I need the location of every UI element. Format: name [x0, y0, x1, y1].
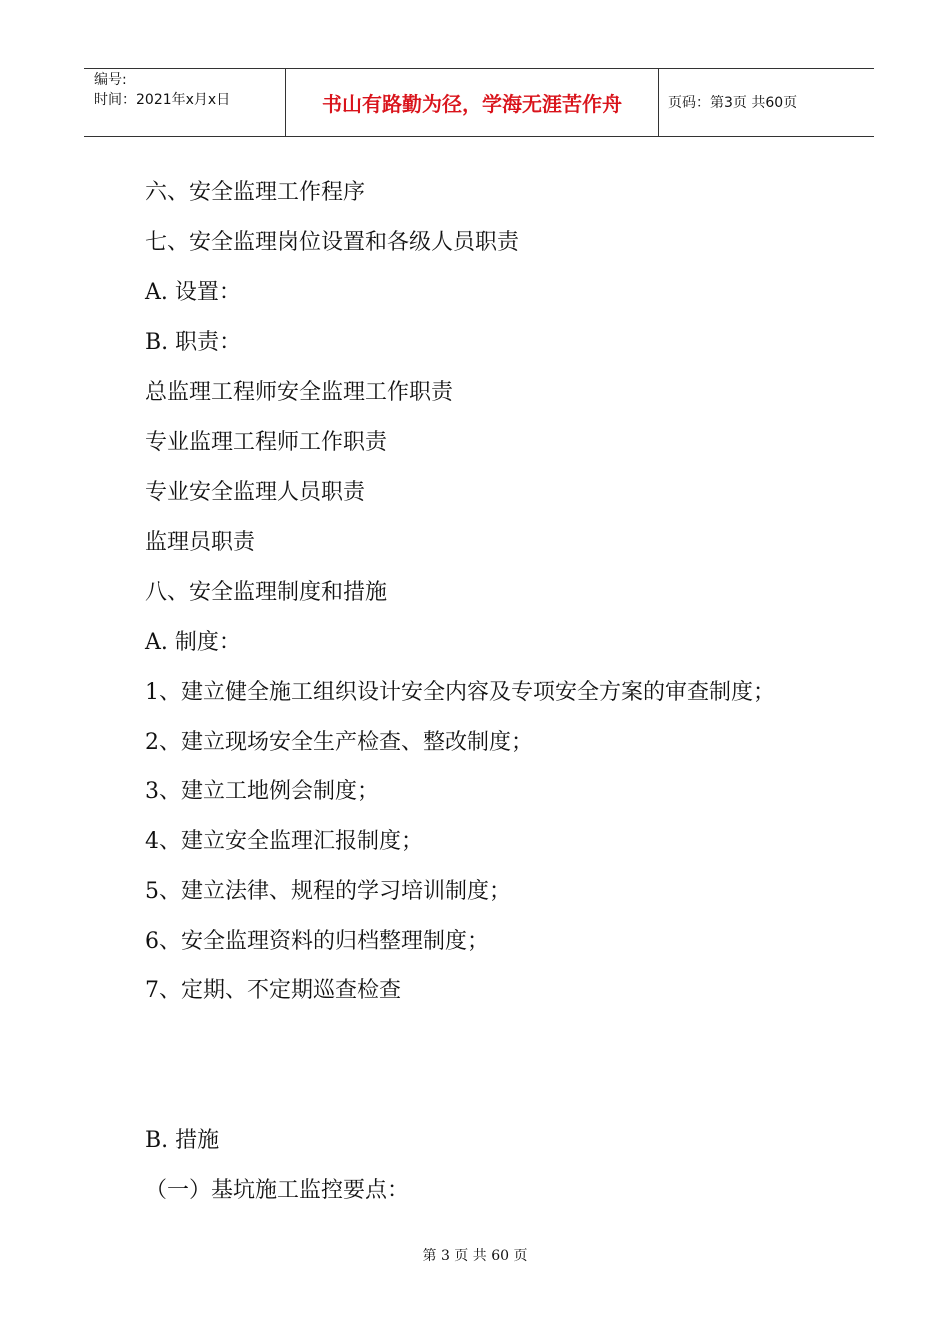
- header-divider-right: [658, 68, 659, 136]
- header-top-rule: [84, 68, 874, 69]
- duty-supervisor: 监理员职责: [145, 530, 256, 555]
- section-8-heading: 八、安全监理制度和措施: [145, 580, 388, 605]
- item-b-measures: B. 措施: [145, 1128, 220, 1153]
- item-b-duties: B. 职责：: [145, 330, 242, 355]
- system-item-4: 4、建立安全监理汇报制度；: [145, 829, 423, 854]
- system-item-5: 5、建立法律、规程的学习培训制度；: [145, 879, 511, 904]
- page-footer: 第 3 页 共 60 页: [422, 1248, 528, 1264]
- duty-professional-engineer: 专业监理工程师工作职责: [145, 430, 388, 455]
- system-item-2: 2、建立现场安全生产检查、整改制度；: [145, 730, 533, 755]
- duty-safety-staff: 专业安全监理人员职责: [145, 480, 366, 505]
- header-number-label: 编号:: [94, 72, 127, 88]
- header-page-label: 页码：第3页 共60页: [668, 95, 798, 111]
- item-a-setup: A. 设置：: [145, 280, 241, 305]
- header-time-label: 时间：2021年x月x日: [94, 92, 231, 108]
- measure-1-heading: （一）基坑施工监控要点：: [145, 1178, 410, 1203]
- section-6-heading: 六、安全监理工作程序: [145, 180, 366, 205]
- item-a-system: A. 制度：: [145, 630, 241, 655]
- duty-chief-engineer: 总监理工程师安全监理工作职责: [145, 380, 454, 405]
- header-bottom-rule: [84, 136, 874, 137]
- section-7-heading: 七、安全监理岗位设置和各级人员职责: [145, 230, 520, 255]
- system-item-1: 1、建立健全施工组织设计安全内容及专项安全方案的审查制度；: [145, 680, 775, 705]
- system-item-6: 6、安全监理资料的归档整理制度；: [145, 929, 489, 954]
- system-item-7: 7、定期、不定期巡查检查: [145, 978, 401, 1003]
- header-motto: 书山有路勤为径，学海无涯苦作舟: [322, 92, 622, 116]
- system-item-3: 3、建立工地例会制度；: [145, 779, 379, 804]
